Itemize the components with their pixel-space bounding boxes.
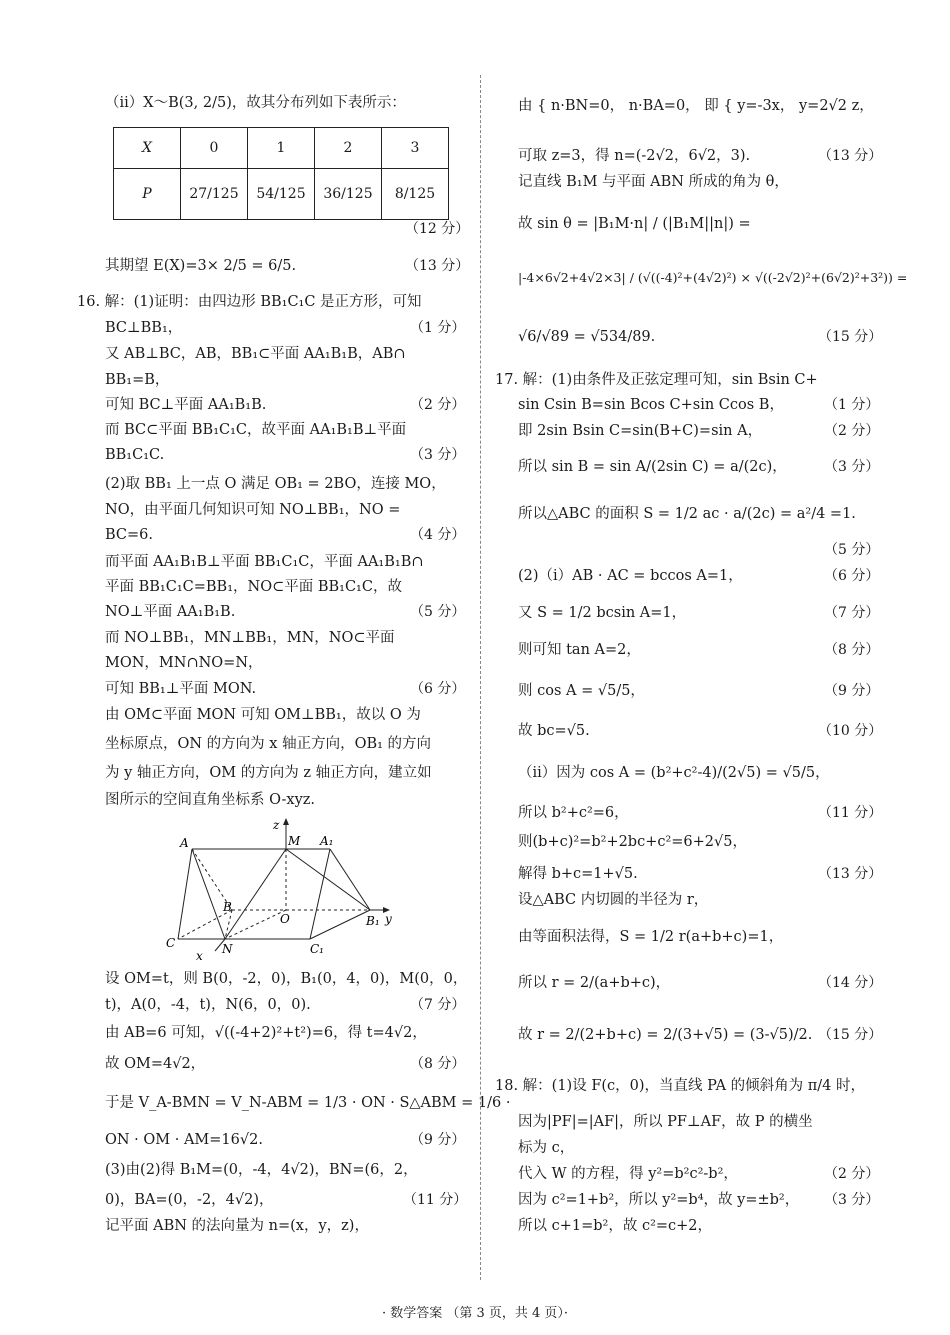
text-line: 由等面积法得，S = 1/2 r(a+b+c)=1， [518, 929, 784, 945]
table-cell: X [114, 128, 181, 169]
text-line: (3)由(2)得 B₁M=(0，-4，4√2)，BN=(6，2， [105, 1162, 418, 1178]
text-line: MON，MN∩NO=N， [105, 655, 263, 671]
text-line: |-4×6√2+4√2×3| / (√((-4)²+(4√2)²) × √((-2√2)²+(6√2)²+3²)) = [518, 270, 908, 285]
text-line: √6/√89 = √534/89. [518, 329, 656, 345]
text-line: 所以 r = 2/(a+b+c)， [518, 975, 671, 991]
score: （3 分） [824, 1192, 880, 1208]
text-line: 所以 sin B = sin A/(2sin C) = a/(2c)， [518, 459, 787, 475]
text-line: 又 S = 1/2 bcsin A=1， [518, 605, 687, 621]
text-line: 设△ABC 内切圆的半径为 r， [518, 892, 709, 908]
text-line: 由 OM⊂平面 MON 可知 OM⊥BB₁，故以 O 为 [105, 707, 421, 723]
column-divider [480, 75, 481, 1280]
table-cell: 36/125 [315, 169, 382, 220]
score: （3 分） [824, 459, 880, 475]
text-line: 所以 c+1=b²，故 c²=c+2， [518, 1218, 713, 1234]
table-cell: P [114, 169, 181, 220]
score: （6 分） [410, 681, 466, 697]
text-line: 16. 解：(1)证明：由四边形 BB₁C₁C 是正方形，可知 [77, 294, 422, 310]
text-line: 可取 z=3，得 n=(-2√2，6√2，3). [518, 148, 751, 164]
label-N: N [222, 942, 233, 956]
text-line: 因为|PF|=|AF|，所以 PF⊥AF，故 P 的横坐 [518, 1114, 813, 1130]
text-line: 坐标原点，ON 的方向为 x 轴正方向，OB₁ 的方向 [105, 736, 432, 752]
text-line: 17. 解：(1)由条件及正弦定理可知，sin Bsin C+ [495, 372, 818, 388]
text-line: （ⅱ）X～B(3, 2/5)，故其分布列如下表所示： [105, 95, 406, 111]
score: （14 分） [818, 975, 883, 991]
text-line: 故 sin θ = |B₁M·n| / (|B₁M||n|) = [518, 216, 751, 232]
text-line: NO，由平面几何知识可知 NO⊥BB₁，NO = [105, 502, 401, 518]
label-A: A [180, 836, 189, 850]
text-line: 故 r = 2/(2+b+c) = 2/(3+√5) = (3-√5)/2. [518, 1027, 813, 1043]
score: （11 分） [403, 1192, 468, 1208]
text-line: 解得 b+c=1+√5. [518, 866, 638, 882]
page-footer: · 数学答案 （第 3 页，共 4 页）· [381, 1306, 569, 1321]
table-cell: 2 [315, 128, 382, 169]
label-A1: A₁ [320, 834, 334, 848]
text-line: 标为 c， [518, 1140, 575, 1156]
text-line: 则可知 tan A=2， [518, 642, 641, 658]
text-line: 其期望 E(X)=3× 2/5 = 6/5. [105, 258, 297, 274]
score: （13 分） [818, 148, 883, 164]
text-line: 而平面 AA₁B₁B⊥平面 BB₁C₁C，平面 AA₁B₁B∩ [105, 554, 424, 570]
text-line: (2)（ⅰ）AB · AC = bccos A=1， [518, 568, 743, 584]
text-line: 由 AB=6 可知，√((-4+2)²+t²)=6，得 t=4√2， [105, 1025, 427, 1041]
text-line: 则 cos A = √5/5， [518, 683, 645, 699]
score: （15 分） [818, 1027, 883, 1043]
score: （1 分） [824, 397, 880, 413]
text-line: BB₁C₁C. [105, 447, 165, 463]
text-line: 设 OM=t，则 B(0，-2，0)，B₁(0，4，0)，M(0，0， [105, 971, 468, 987]
text-line: 平面 BB₁C₁C=BB₁，NO⊂平面 BB₁C₁C，故 [105, 579, 402, 595]
score: （10 分） [818, 723, 883, 739]
text-line: BB₁=B， [105, 372, 170, 388]
score: （2 分） [410, 397, 466, 413]
table-cell: 1 [248, 128, 315, 169]
distribution-table [113, 127, 449, 220]
text-line: 为 y 轴正方向，OM 的方向为 z 轴正方向，建立如 [105, 765, 432, 781]
text-line: 0)，BA=(0，-2，4√2)， [105, 1192, 274, 1208]
table-cell: 8/125 [382, 169, 449, 220]
score: （3 分） [410, 447, 466, 463]
label-M: M [288, 834, 301, 848]
score: （11 分） [818, 805, 883, 821]
score: （12 分） [405, 221, 470, 237]
text-line: 则(b+c)²=b²+2bc+c²=6+2√5， [518, 834, 747, 850]
score: （9 分） [410, 1132, 466, 1148]
text-line: ON · OM · AM=16√2. [105, 1132, 263, 1148]
label-C1: C₁ [310, 942, 324, 956]
table-cell: 27/125 [181, 169, 248, 220]
text-line: 于是 V_A-BMN = V_N-ABM = 1/3 · ON · S△ABM = 1/6 · [105, 1095, 511, 1111]
text-line: 而 NO⊥BB₁，MN⊥BB₁，MN，NO⊂平面 [105, 630, 395, 646]
text-line: 所以△ABC 的面积 S = 1/2 ac · a/(2c) = a²/4 =1. [518, 506, 856, 522]
text-line: 故 bc=√5. [518, 723, 590, 739]
score: （4 分） [410, 527, 466, 543]
text-line: 可知 BB₁⊥平面 MON. [105, 681, 257, 697]
score: （5 分） [410, 604, 466, 620]
score: （8 分） [824, 642, 880, 658]
text-line: 记直线 B₁M 与平面 ABN 所成的角为 θ， [518, 174, 789, 190]
score: （5 分） [824, 542, 880, 558]
text-line: 故 OM=4√2， [105, 1056, 206, 1072]
text-line: 而 BC⊂平面 BB₁C₁C，故平面 AA₁B₁B⊥平面 [105, 422, 407, 438]
score: （1 分） [410, 320, 466, 336]
label-y: y [385, 912, 392, 926]
text-line: 记平面 ABN 的法向量为 n=(x，y，z)， [105, 1218, 369, 1234]
text-line: 18. 解：(1)设 F(c，0)，当直线 PA 的倾斜角为 π/4 时， [495, 1078, 866, 1094]
text-line: BC=6. [105, 527, 154, 543]
score: （13 分） [818, 866, 883, 882]
text-line: t)，A(0，-4，t)，N(6，0，0). [105, 997, 311, 1013]
text-line: 即 2sin Bsin C=sin(B+C)=sin A， [518, 423, 763, 439]
label-z: z [273, 818, 280, 832]
text-line: 图所示的空间直角坐标系 O-xyz. [105, 792, 316, 808]
label-O: O [280, 912, 290, 926]
text-line: 代入 W 的方程，得 y²=b²c²-b²， [518, 1166, 738, 1182]
table-cell: 54/125 [248, 169, 315, 220]
score: （13 分） [405, 258, 470, 274]
text-line: 由 { n·BN=0， n·BA=0， 即 { y=-3x， y=2√2 z， [518, 98, 874, 114]
score: （2 分） [824, 423, 880, 439]
text-line: 所以 b²+c²=6， [518, 805, 629, 821]
text-line: 又 AB⊥BC，AB，BB₁⊂平面 AA₁B₁B，AB∩ [105, 346, 406, 362]
table-row [114, 169, 449, 220]
score: （7 分） [824, 605, 880, 621]
score: （7 分） [410, 997, 466, 1013]
label-x: x [196, 949, 203, 963]
score: （6 分） [824, 568, 880, 584]
text-line: BC⊥BB₁， [105, 320, 183, 336]
label-B1: B₁ [366, 914, 380, 928]
score: （8 分） [410, 1056, 466, 1072]
geometry-figure [160, 815, 400, 965]
text-line: (2)取 BB₁ 上一点 O 满足 OB₁ = 2BO，连接 MO， [105, 476, 446, 492]
score: （15 分） [818, 329, 883, 345]
table-cell: 3 [382, 128, 449, 169]
text-line: 可知 BC⊥平面 AA₁B₁B. [105, 397, 267, 413]
score: （9 分） [824, 683, 880, 699]
table-cell: 0 [181, 128, 248, 169]
text-line: NO⊥平面 AA₁B₁B. [105, 604, 236, 620]
text-line: （ⅱ）因为 cos A = (b²+c²-4)/(2√5) = √5/5， [518, 765, 830, 781]
text-line: sin Csin B=sin Bcos C+sin Ccos B， [518, 397, 784, 413]
label-B: B [223, 900, 232, 914]
text-line: 因为 c²=1+b²，所以 y²=b⁴，故 y=±b²， [518, 1192, 800, 1208]
label-C: C [166, 936, 176, 950]
score: （2 分） [824, 1166, 880, 1182]
table-row [114, 128, 449, 169]
